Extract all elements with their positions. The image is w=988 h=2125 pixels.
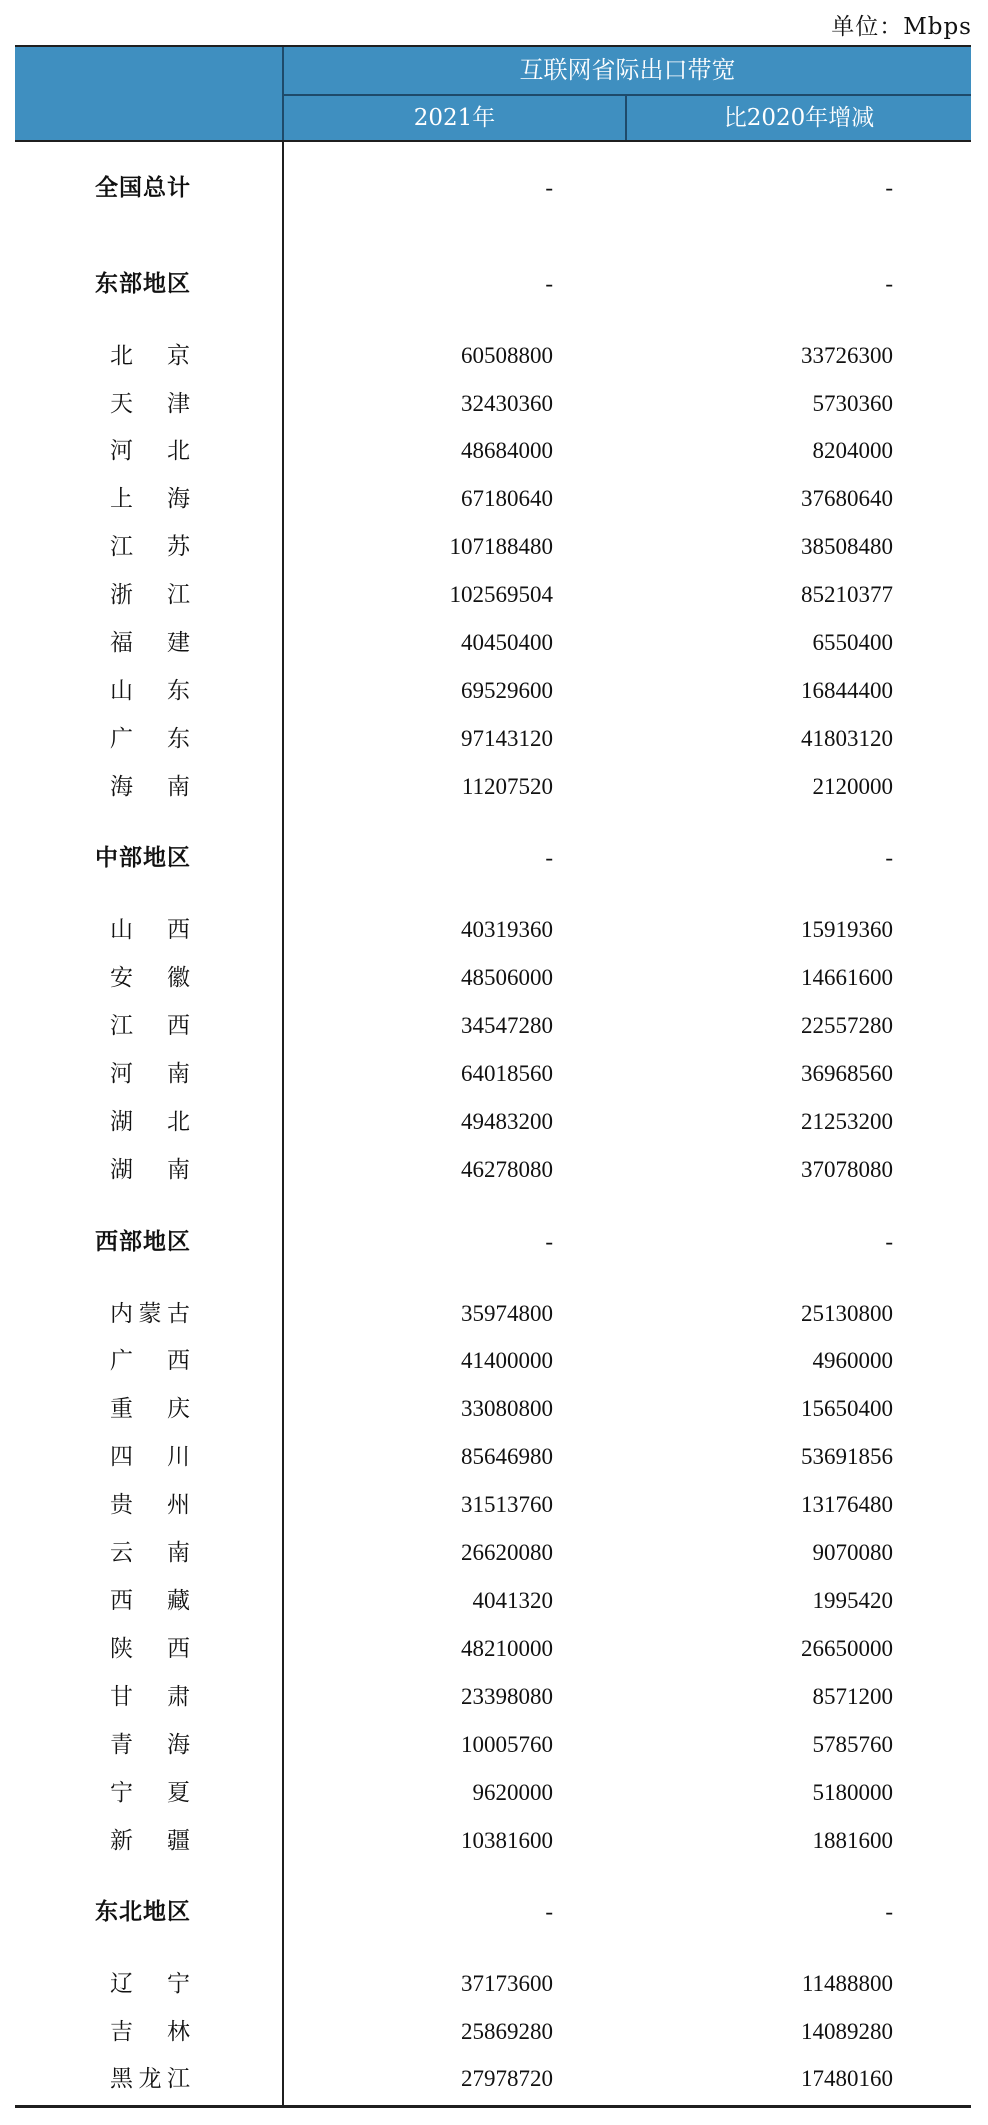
province-name: 安徽 (110, 965, 190, 991)
value-change: - (885, 1229, 893, 1254)
table-bottom-rule (15, 2105, 971, 2108)
value-2021: 10005760 (461, 1732, 553, 1757)
value-change: 33726300 (801, 343, 893, 368)
region-name: 全国总计 (95, 175, 191, 201)
value-2021: 32430360 (461, 391, 553, 416)
province-name: 江西 (110, 1013, 190, 1039)
value-change: 14661600 (801, 965, 893, 990)
value-2021: 4041320 (472, 1588, 553, 1613)
region-row (15, 171, 971, 205)
table-row (15, 1392, 971, 1426)
value-2021: 10381600 (461, 1828, 553, 1853)
unit-label: 单位：Mbps (831, 14, 972, 40)
region-row (15, 841, 971, 875)
table-row (15, 1440, 971, 1474)
table-row (15, 1105, 971, 1139)
value-change: - (885, 845, 893, 870)
value-2021: 37173600 (461, 1971, 553, 1996)
value-2021: - (545, 845, 553, 870)
table-row (15, 626, 971, 660)
region-row (15, 267, 971, 301)
region-row (15, 1895, 971, 1929)
value-change: 1881600 (812, 1828, 893, 1853)
table-row (15, 1632, 971, 1666)
value-change: 5785760 (812, 1732, 893, 1757)
region-name: 西部地区 (95, 1229, 191, 1255)
province-name: 陕西 (110, 1636, 190, 1662)
value-2021: 27978720 (461, 2066, 553, 2091)
table-row (15, 1776, 971, 1810)
value-2021: 26620080 (461, 1540, 553, 1565)
province-name: 河南 (110, 1061, 190, 1087)
value-change: 37078080 (801, 1157, 893, 1182)
province-name: 福建 (110, 630, 190, 656)
province-name: 山东 (110, 678, 190, 704)
table-row (15, 339, 971, 373)
value-change: 2120000 (812, 774, 893, 799)
value-change: 8571200 (812, 1684, 893, 1709)
table-row (15, 1728, 971, 1762)
table-row (15, 482, 971, 516)
value-change: 8204000 (812, 438, 893, 463)
province-name: 湖南 (110, 1157, 190, 1183)
province-name: 重庆 (110, 1396, 190, 1422)
value-2021: 46278080 (461, 1157, 553, 1182)
table-row (15, 722, 971, 756)
value-2021: 40450400 (461, 630, 553, 655)
value-2021: - (545, 1899, 553, 1924)
region-name: 东部地区 (95, 271, 191, 297)
table-row (15, 1153, 971, 1187)
header-col-change: 比2020年增减 (723, 105, 875, 131)
value-2021: 34547280 (461, 1013, 553, 1038)
value-change: 15650400 (801, 1396, 893, 1421)
value-2021: 23398080 (461, 1684, 553, 1709)
table-row (15, 1967, 971, 2001)
table-row (15, 674, 971, 708)
value-change: 36968560 (801, 1061, 893, 1086)
value-change: 37680640 (801, 486, 893, 511)
value-2021: - (545, 1229, 553, 1254)
value-2021: 64018560 (461, 1061, 553, 1086)
value-2021: 9620000 (472, 1780, 553, 1805)
province-name: 内蒙古 (110, 1301, 190, 1327)
province-name: 宁夏 (110, 1780, 190, 1806)
value-change: 38508480 (801, 534, 893, 559)
value-change: - (885, 175, 893, 200)
value-2021: 69529600 (461, 678, 553, 703)
region-name: 中部地区 (95, 845, 191, 871)
value-change: 14089280 (801, 2019, 893, 2044)
value-change: 41803120 (801, 726, 893, 751)
value-change: - (885, 271, 893, 296)
table-row (15, 1344, 971, 1378)
bandwidth-table (15, 45, 971, 2108)
value-change: 11488800 (801, 1971, 893, 1996)
header-bottom-rule (15, 140, 971, 142)
value-2021: 107188480 (449, 534, 553, 559)
header-col-2021: 2021年 (413, 105, 496, 131)
value-2021: 97143120 (461, 726, 553, 751)
value-2021: 31513760 (461, 1492, 553, 1517)
value-2021: 67180640 (461, 486, 553, 511)
province-name: 四川 (110, 1444, 190, 1470)
value-2021: 35974800 (461, 1301, 553, 1326)
province-name: 黑龙江 (110, 2066, 190, 2092)
value-change: 26650000 (801, 1636, 893, 1661)
table-row (15, 578, 971, 612)
value-change: 53691856 (801, 1444, 893, 1469)
table-row (15, 1009, 971, 1043)
table-row (15, 913, 971, 947)
value-change: 17480160 (801, 2066, 893, 2091)
value-2021: 11207520 (461, 774, 553, 799)
value-change: 85210377 (801, 582, 893, 607)
province-name: 天津 (110, 391, 190, 417)
value-2021: 41400000 (461, 1348, 553, 1373)
table-row (15, 530, 971, 564)
value-change: 5730360 (812, 391, 893, 416)
table-row (15, 961, 971, 995)
value-2021: 33080800 (461, 1396, 553, 1421)
province-name: 河北 (110, 438, 190, 464)
value-change: 15919360 (801, 917, 893, 942)
value-change: 21253200 (801, 1109, 893, 1134)
value-change: 5180000 (812, 1780, 893, 1805)
province-name: 青海 (110, 1732, 190, 1758)
province-name: 辽宁 (110, 1971, 190, 1997)
table-row (15, 1536, 971, 1570)
table-row (15, 2015, 971, 2049)
value-change: 4960000 (812, 1348, 893, 1373)
value-change: 16844400 (801, 678, 893, 703)
province-name: 甘肃 (110, 1684, 190, 1710)
province-name: 云南 (110, 1540, 190, 1566)
value-change: - (885, 1899, 893, 1924)
table-row (15, 1680, 971, 1714)
value-change: 9070080 (812, 1540, 893, 1565)
value-2021: 48210000 (461, 1636, 553, 1661)
table-row (15, 1057, 971, 1091)
province-name: 北京 (110, 343, 190, 369)
value-2021: 60508800 (461, 343, 553, 368)
province-name: 山西 (110, 917, 190, 943)
value-2021: 85646980 (461, 1444, 553, 1469)
province-name: 上海 (110, 486, 190, 512)
table-row (15, 770, 971, 804)
province-name: 西藏 (110, 1588, 190, 1614)
value-change: 13176480 (801, 1492, 893, 1517)
value-2021: 40319360 (461, 917, 553, 942)
value-2021: 48684000 (461, 438, 553, 463)
province-name: 江苏 (110, 534, 190, 560)
table-row (15, 2062, 971, 2096)
region-name: 东北地区 (95, 1899, 191, 1925)
value-2021: 49483200 (461, 1109, 553, 1134)
table-row (15, 1297, 971, 1331)
value-change: 6550400 (812, 630, 893, 655)
province-name: 新疆 (110, 1828, 190, 1854)
province-name: 广西 (110, 1348, 190, 1374)
table-row (15, 434, 971, 468)
value-change: 22557280 (801, 1013, 893, 1038)
table-header (15, 47, 971, 140)
province-name: 广东 (110, 726, 190, 752)
value-2021: 48506000 (461, 965, 553, 990)
province-name: 贵州 (110, 1492, 190, 1518)
value-2021: 102569504 (449, 582, 553, 607)
value-2021: - (545, 175, 553, 200)
province-name: 湖北 (110, 1109, 190, 1135)
table-row (15, 1584, 971, 1618)
province-name: 海南 (110, 774, 190, 800)
header-group-title: 互联网省际出口带宽 (519, 56, 736, 84)
table-row (15, 387, 971, 421)
table-row (15, 1824, 971, 1858)
value-change: 25130800 (801, 1301, 893, 1326)
province-name: 吉林 (110, 2019, 190, 2045)
value-2021: 25869280 (461, 2019, 553, 2044)
value-2021: - (545, 271, 553, 296)
province-name: 浙江 (110, 582, 190, 608)
value-change: 1995420 (812, 1588, 893, 1613)
region-row (15, 1225, 971, 1259)
table-row (15, 1488, 971, 1522)
